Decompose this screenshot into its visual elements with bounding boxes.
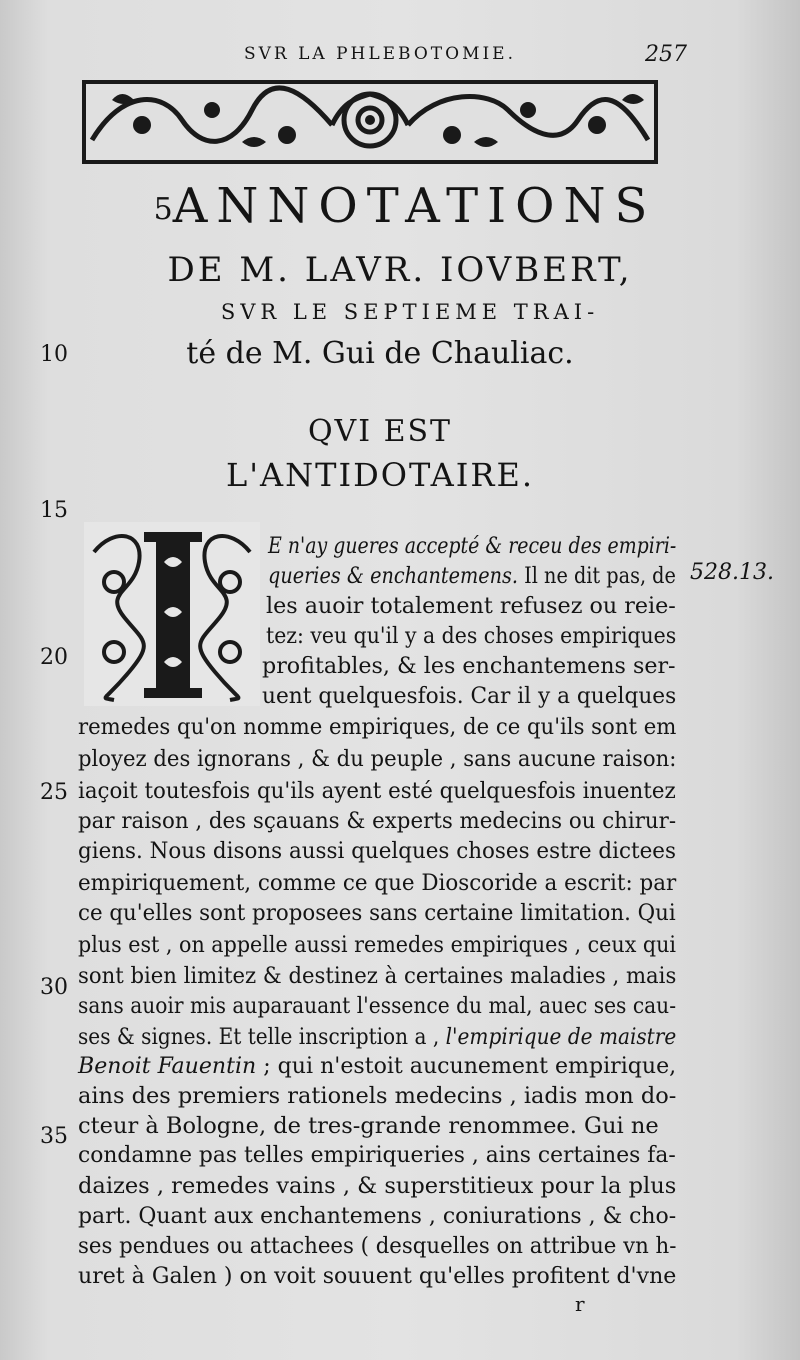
text-line [78,1144,676,1167]
roman-text: ses pendues ou attachees ( desquelles on attribue vn h- [78,1233,677,1259]
page-number: 257 [645,42,687,67]
text-line [266,595,676,618]
chauliac-line: té de M. Gui de Chauliac. [186,336,574,371]
antidotaire-line: L'ANTIDOTAIRE. [226,456,534,494]
text-line [266,625,676,648]
line-number: 10 [40,342,68,367]
text-line [268,535,676,558]
text-line [78,995,676,1018]
roman-text: plus est , on appelle aussi remedes empiriques , ceux qui [78,932,677,958]
italic-text: E n'ay gueres accepté & receu des empiri- [268,533,677,559]
roman-text: daizes , remedes vains , & superstitieux pour la plus [78,1173,677,1199]
text-line [78,716,676,739]
text-line [78,1055,676,1078]
text-line [78,810,676,833]
qui-est-line: QVI EST [307,414,453,449]
title-text: ANNOTATIONS [172,178,657,234]
roman-text: empiriquement, comme ce que Dioscoride a escrit: par [78,870,677,896]
roman-text: giens. Nous disons aussi quelques choses estre dictees [78,838,676,864]
text-line [78,1205,676,1228]
text-line [78,934,676,957]
text-line [78,902,676,925]
line-number: 30 [40,975,68,1000]
text-line [78,1026,676,1049]
signature-mark: r [575,1292,585,1316]
text-line [78,840,676,863]
treatise-line: SVR LE SEPTIEME TRAI- [220,300,600,324]
roman-text: part. Quant aux enchantemens , coniurations , & cho- [78,1203,677,1229]
roman-text: uret à Galen ) on voit souuent qu'elles profitent d'vne [78,1263,677,1289]
roman-text: ains des premiers rationels medecins , iadis mon do- [78,1083,677,1109]
italic-text: Benoit Fauentin [78,1053,257,1079]
roman-text: sont bien limitez & destinez à certaines maladies , mais [78,963,677,989]
text-line [78,1265,676,1288]
text-line [78,748,676,771]
roman-text: ses & signes. Et telle inscription a , [78,1024,446,1050]
italic-text: l'empirique de maistre [445,1024,677,1050]
line-number: 15 [40,498,68,523]
annotations-title [60,178,750,234]
line-mark: 5 [153,192,173,227]
margin-reference: 528.13. [690,560,774,585]
line-number: 35 [40,1124,68,1149]
text-line [78,965,676,988]
roman-text: cteur à Bologne, de tres-grande renommee. Gui ne [78,1113,659,1139]
roman-text: profitables, & les enchantemens ser- [262,653,676,679]
roman-text: les auoir totalement refusez ou reie- [266,593,676,619]
text-line [262,655,676,678]
text-line [78,1175,676,1198]
text-line [78,780,676,803]
roman-text: par raison , des sçauans & experts medecins ou chirur- [78,808,677,834]
roman-text: condamne pas telles empiriqueries , ains certaines fa- [78,1142,676,1168]
running-title: SVR LA PHLEBOTOMIE. [243,44,516,64]
decorated-initial-icon [84,522,260,706]
roman-text: ce qu'elles sont proposees sans certaine limitation. Qui [78,900,676,926]
roman-text: ployez des ignorans , & du peuple , sans aucune raison: [78,746,677,772]
roman-text: iaçoit toutesfois qu'ils ayent esté quelquesfois inuentez [78,778,676,804]
line-number: 25 [40,780,68,805]
roman-text: remedes qu'on nomme empiriques, de ce qu'ils sont em [78,714,677,740]
line-number: 20 [40,645,68,670]
roman-text: uent quelquesfois. Car il y a quelques [262,683,677,709]
italic-text: queries & enchantemens. [268,563,519,589]
roman-text: sans auoir mis auparauant l'essence du mal, auec ses cau- [78,993,677,1019]
text-line [78,872,676,895]
floral-headpiece-icon [82,80,658,164]
roman-text: tez: veu qu'il y a des choses empiriques [266,623,677,649]
author-line: DE M. LAVR. IOVBERT, [167,250,633,290]
text-line [262,685,676,708]
roman-text: ; qui n'estoit aucunement empirique, [256,1053,677,1079]
text-line [78,1115,659,1138]
text-line [268,565,676,588]
roman-text: Il ne dit pas, de [518,563,676,589]
text-line [78,1085,676,1108]
text-line [78,1235,676,1258]
